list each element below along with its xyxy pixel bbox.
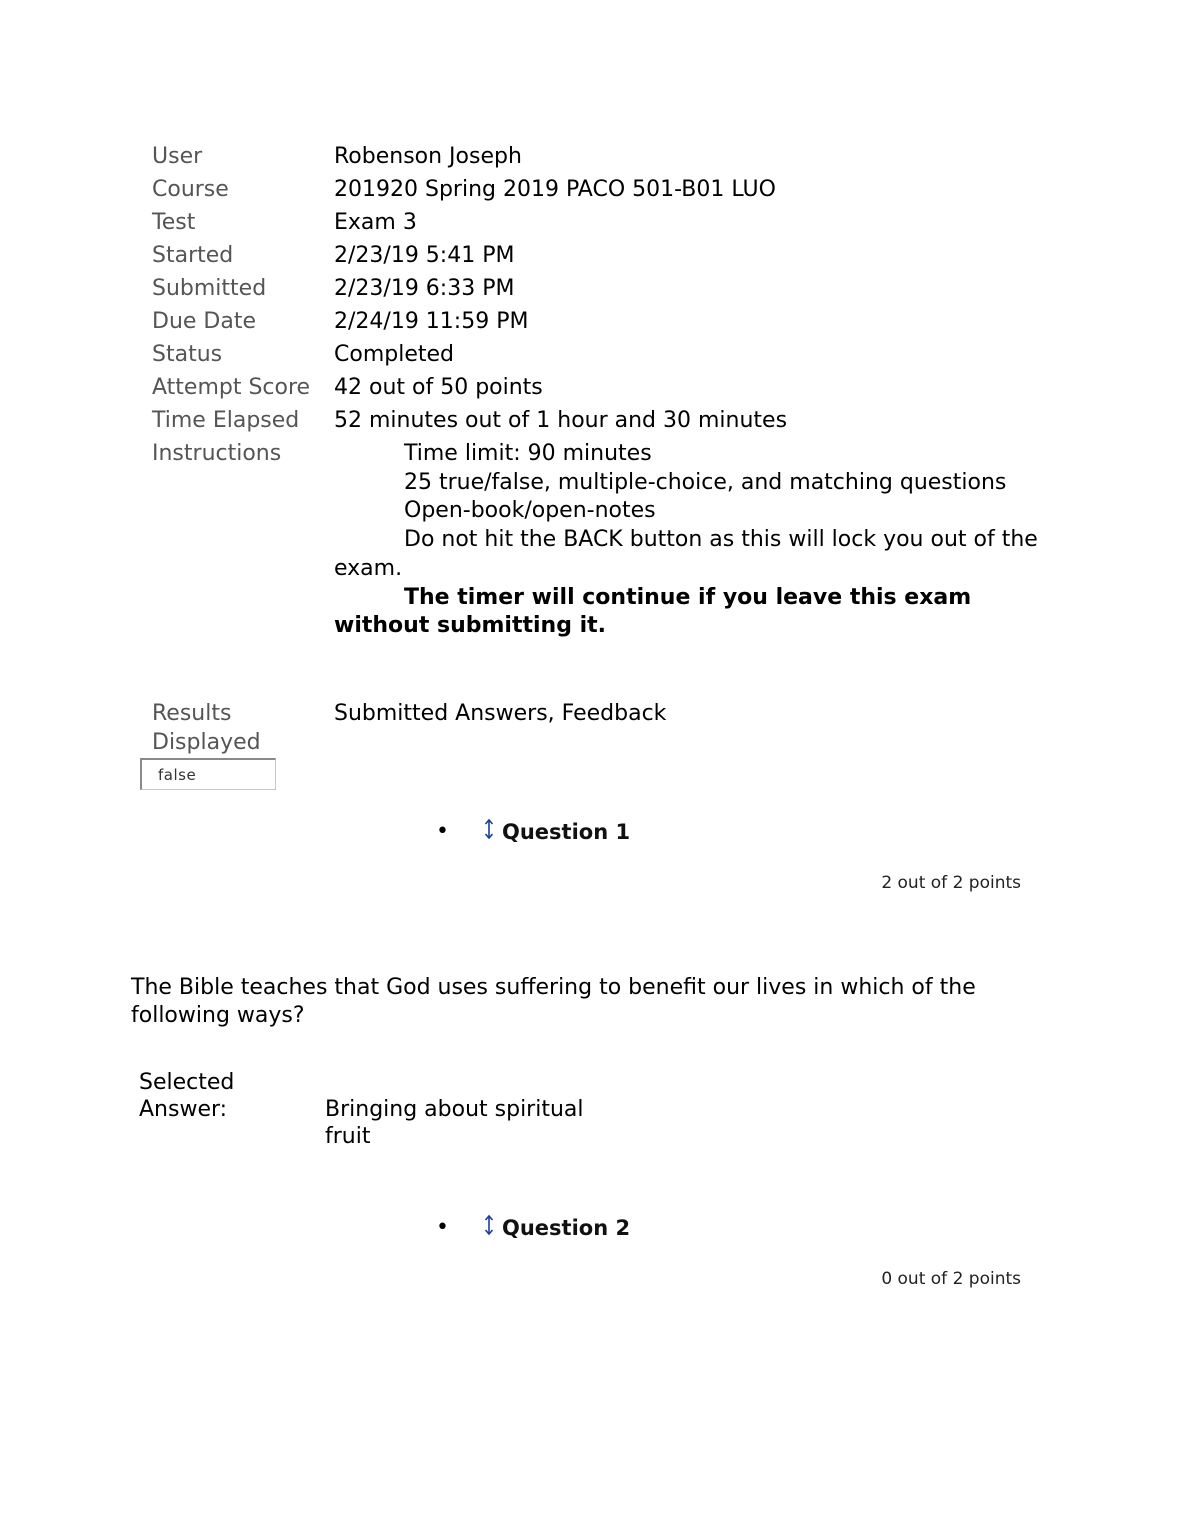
started-label: Started [152,243,234,268]
instructions-text [334,440,1044,641]
instruction-line: Time limit: 90 minutes [404,441,652,466]
question-1-heading [436,817,630,847]
status-label: Status [152,342,223,367]
test-label: Test [152,210,196,235]
time-elapsed-value: 52 minutes out of 1 hour and 30 minutes [334,408,788,433]
status-value: Completed [334,342,454,367]
bullet: • [436,1215,449,1240]
instruction-line: Do not hit the BACK button as this will lock you out of the exam. [334,527,1038,581]
results-displayed-value: Submitted Answers, Feedback [334,701,667,726]
course-label: Course [152,177,229,202]
test-value: Exam 3 [334,210,417,235]
attempt-score-value: 42 out of 50 points [334,375,543,400]
question-2-points: 0 out of 2 points [881,1269,1021,1289]
due-date-label: Due Date [152,309,256,334]
submitted-value: 2/23/19 6:33 PM [334,276,515,301]
question-1-text: The Bible teaches that God uses suffering to benefit our lives in which of the following ways? [131,975,976,1028]
selected-answer-label: Selected Answer: [139,1070,235,1122]
question-2-title: Question 2 [502,1216,631,1240]
reorder-arrows-icon[interactable] [482,1214,496,1236]
selected-answer-value: Bringing about spiritual fruit [325,1097,584,1149]
user-label: User [152,144,203,169]
instructions-label: Instructions [152,441,282,466]
instruction-line: 25 true/false, multiple-choice, and matching questions [404,469,1007,495]
started-value: 2/23/19 5:41 PM [334,243,515,268]
question-1-title: Question 1 [502,820,631,844]
submitted-label: Submitted [152,276,267,301]
question-1-points: 2 out of 2 points [881,873,1021,893]
time-elapsed-label: Time Elapsed [152,408,300,433]
user-value: Robenson Joseph [334,144,522,169]
question-2-heading [436,1213,630,1243]
attempt-score-label: Attempt Score [152,375,311,400]
instruction-warning: The timer will continue if you leave this exam without submitting it. [334,584,972,639]
due-date-value: 2/24/19 11:59 PM [334,309,529,334]
bullet: • [436,819,449,844]
results-displayed-label: Results Displayed [152,701,261,755]
course-value: 201920 Spring 2019 PACO 501-B01 LUO [334,177,776,202]
hidden-value-field[interactable]: false [140,758,276,790]
reorder-arrows-icon[interactable] [482,818,496,840]
instruction-line: Open-book/open-notes [404,498,656,524]
